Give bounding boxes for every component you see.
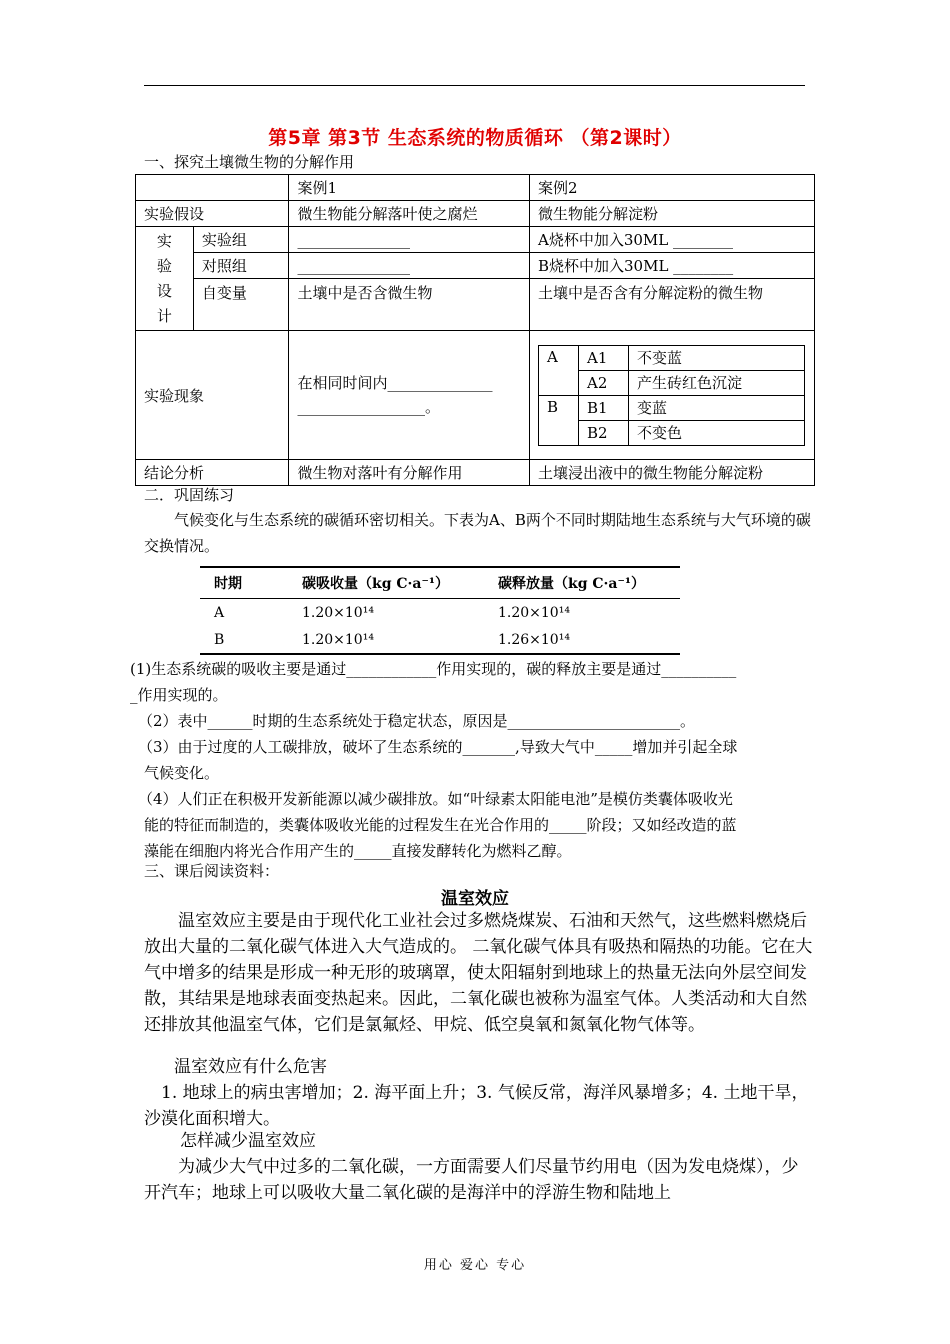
reading-heading-2: 温室效应有什么危害	[174, 1057, 327, 1077]
question-4-line2: 能的特征而制造的，类囊体吸收光能的过程发生在光合作用的_____阶段；又如经改造的蓝	[144, 816, 737, 834]
result-a1: 不变蓝	[628, 345, 804, 370]
section-2-heading: 二．巩固练习	[144, 486, 235, 504]
sub-b2: B2	[578, 420, 628, 445]
hypothesis-case1: 微生物能分解落叶使之腐烂	[289, 201, 530, 227]
table-row	[136, 175, 815, 201]
table-row	[200, 599, 680, 626]
phenomenon-case2	[529, 331, 814, 460]
header-rule	[144, 85, 805, 86]
design-label	[136, 227, 194, 331]
table-row	[200, 626, 680, 655]
phenomenon-subtable	[538, 345, 805, 446]
absorb-b: 1.20×10¹⁴	[302, 631, 374, 648]
col-period: 时期	[214, 576, 242, 592]
variable-case2: 土壤中是否含有分解淀粉的微生物	[529, 279, 814, 331]
result-b1: 变蓝	[628, 395, 804, 420]
reading-paragraph-1: 温室效应主要是由于现代化工业社会过多燃烧煤炭、石油和天然气，这些燃料燃烧后放出大量的二氧化碳气体进入大气造成的。 二氧化碳气体具有吸热和隔热的功能。它在大气中增多的结果是形成一种无形的玻璃罩，使太阳辐射到地球上的热量无法向外层空间发散，其结果是地球表面变热起来。因此，二氧化碳也被称为温室气体。人类活动和大自然还排放其他温室气体，它们是氯氟烃、甲烷、低空臭氧和氮氧化物气体等。	[144, 911, 813, 1035]
table-row	[136, 460, 815, 486]
conclusion-label: 结论分析	[136, 460, 289, 486]
conclusion-case2: 土壤浸出液中的微生物能分解淀粉	[529, 460, 814, 486]
table-row	[538, 420, 804, 445]
question-2: （2）表中______时期的生态系统处于稳定状态，原因是_______________________。	[138, 712, 696, 730]
exp-group-case1: _______________	[289, 227, 530, 253]
question-4-line3: 藻能在细胞内将光合作用产生的_____直接发酵转化为燃料乙醇。	[144, 842, 572, 860]
hypothesis-label: 实验假设	[136, 201, 289, 227]
sub-a1: A1	[578, 345, 628, 370]
table-row	[136, 253, 815, 279]
table-row	[538, 370, 804, 395]
phenomenon-case1-line2: _________________。	[297, 398, 440, 416]
period-b: B	[214, 631, 225, 648]
table-row	[538, 345, 804, 370]
table-row	[136, 227, 815, 253]
carbon-exchange-table	[200, 566, 680, 655]
ctrl-group-case2: B烧杯中加入30ML ________	[529, 253, 814, 279]
question-3-line1: （3）由于过度的人工碳排放，破坏了生态系统的_______,导致大气中_____增加并引起全球	[138, 738, 738, 756]
carbon-table-header	[200, 566, 680, 599]
group-b: B	[538, 395, 578, 445]
experiment-table	[135, 174, 815, 486]
section-1-heading: 一、探究土壤微生物的分解作用	[144, 153, 355, 171]
variable-label: 自变量	[193, 279, 289, 331]
conclusion-case1: 微生物对落叶有分解作用	[289, 460, 530, 486]
release-b: 1.26×10¹⁴	[498, 631, 570, 648]
reading-heading-3: 怎样减少温室效应	[180, 1131, 316, 1151]
question-1-line1: (1)生态系统碳的吸收主要是通过____________作用实现的，碳的释放主要是通过__________	[130, 660, 737, 678]
sub-a2: A2	[578, 370, 628, 395]
variable-case1: 土壤中是否含微生物	[289, 279, 530, 331]
question-4-line1: （4）人们正在积极开发新能源以减少碳排放。如“叶绿素太阳能电池”是模仿类囊体吸收光	[138, 790, 733, 808]
design-label-text: 实 验 设 计	[156, 231, 172, 325]
phenomenon-case1	[289, 331, 530, 460]
period-a: A	[214, 604, 225, 621]
question-1-line2: _作用实现的。	[130, 686, 228, 704]
exp-group-label: 实验组	[193, 227, 289, 253]
group-a: A	[538, 345, 578, 395]
hypothesis-case2: 微生物能分解淀粉	[529, 201, 814, 227]
question-3-line2: 气候变化。	[144, 764, 220, 782]
reading-title: 温室效应	[441, 889, 509, 909]
release-a: 1.20×10¹⁴	[498, 604, 570, 621]
reading-paragraph-2: 1. 地球上的病虫害增加；2. 海平面上升；3. 气候反常，海洋风暴增多；4. 土地干旱，沙漠化面积增大。	[144, 1083, 809, 1129]
reading-paragraph-3: 为减少大气中过多的二氧化碳，一方面需要人们尽量节约用电（因为发电烧煤），少开汽车；地球上可以吸收大量二氧化碳的是海洋中的浮游生物和陆地上	[144, 1157, 799, 1203]
table-row	[136, 279, 815, 331]
table-row	[136, 331, 815, 460]
ctrl-group-case1: _______________	[289, 253, 530, 279]
page-footer: 用心 爱心 专心	[423, 1258, 527, 1273]
ctrl-group-label: 对照组	[193, 253, 289, 279]
page-title: 第5章 第3节 生态系统的物质循环 （第2课时）	[268, 127, 682, 149]
col-absorb: 碳吸收量（kg C·a⁻¹）	[302, 576, 449, 592]
table-row	[538, 395, 804, 420]
absorb-a: 1.20×10¹⁴	[302, 604, 374, 621]
result-a2: 产生砖红色沉淀	[628, 370, 804, 395]
table-row	[136, 201, 815, 227]
case1-header: 案例1	[289, 175, 530, 201]
exp-group-case2: A烧杯中加入30ML ________	[529, 227, 814, 253]
col-release: 碳释放量（kg C·a⁻¹）	[498, 576, 645, 592]
phenomenon-case1-line1: 在相同时间内______________	[297, 374, 493, 392]
result-b2: 不变色	[628, 420, 804, 445]
case2-header: 案例2	[529, 175, 814, 201]
section-3-heading: 三、课后阅读资料：	[144, 862, 280, 880]
phenomenon-label: 实验现象	[136, 331, 289, 460]
intro-paragraph: 气候变化与生态系统的碳循环密切相关。下表为A、B两个不同时期陆地生态系统与大气环境的碳交换情况。	[144, 511, 811, 555]
sub-b1: B1	[578, 395, 628, 420]
